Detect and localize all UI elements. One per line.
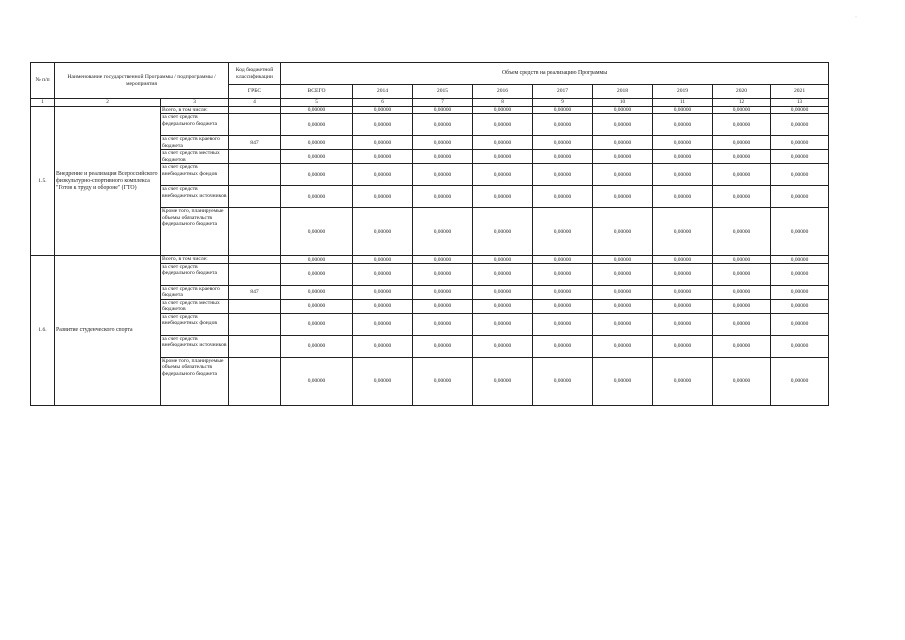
funding-value: 0,00000: [713, 114, 771, 136]
funding-value: 0,00000: [353, 114, 413, 136]
grbs-code: [229, 114, 281, 136]
funding-value: 0,00000: [413, 256, 473, 263]
measure-number: 1.5.: [31, 107, 55, 256]
column-number: 12: [713, 99, 771, 107]
header-year: 2019: [653, 85, 713, 99]
funding-value: 0,00000: [653, 285, 713, 299]
funding-value: 0,00000: [653, 335, 713, 357]
grbs-code: [229, 263, 281, 285]
funding-value: 0,00000: [281, 107, 353, 114]
funding-value: 0,00000: [593, 186, 653, 208]
funding-value: 0,00000: [653, 150, 713, 164]
funding-value: 0,00000: [593, 208, 653, 256]
funding-source: за счет средств внебюджетных фондов: [161, 313, 229, 335]
funding-source: за счет средств внебюджетных фондов: [161, 164, 229, 186]
header-year: 2014: [353, 85, 413, 99]
funding-source: Кроме того, планируемые объемы обязательств федерального бюджета: [161, 208, 229, 256]
grbs-code: [229, 107, 281, 114]
funding-value: 0,00000: [713, 150, 771, 164]
funding-value: 0,00000: [473, 150, 533, 164]
header-year: 2015: [413, 85, 473, 99]
funding-value: 0,00000: [713, 299, 771, 313]
column-number: 2: [55, 99, 161, 107]
funding-value: 0,00000: [413, 357, 473, 405]
funding-value: 0,00000: [413, 335, 473, 357]
funding-value: 0,00000: [593, 299, 653, 313]
funding-value: 0,00000: [281, 136, 353, 150]
funding-value: 0,00000: [593, 256, 653, 263]
column-number: 6: [353, 99, 413, 107]
funding-source: за счет средств местных бюджетов: [161, 299, 229, 313]
funding-value: 0,00000: [593, 107, 653, 114]
funding-value: 0,00000: [713, 136, 771, 150]
funding-value: 0,00000: [413, 285, 473, 299]
measure-name: Внедрение и реализация Всероссийского физкультурно-спортивного комплекса "Готов к труду и обороне" (ГТО): [55, 107, 161, 256]
program-funding-table: [30, 62, 829, 406]
grbs-code: [229, 208, 281, 256]
column-number: 7: [413, 99, 473, 107]
grbs-code: [229, 357, 281, 405]
funding-value: 0,00000: [771, 263, 829, 285]
funding-value: 0,00000: [771, 186, 829, 208]
funding-value: 0,00000: [533, 285, 593, 299]
funding-value: 0,00000: [281, 285, 353, 299]
funding-value: 0,00000: [533, 136, 593, 150]
funding-value: 0,00000: [713, 357, 771, 405]
header-num: № п/п: [31, 63, 55, 99]
header-name: Наименование государственной Программы / подпрограммы / мероприятия: [55, 63, 229, 99]
funding-value: 0,00000: [653, 114, 713, 136]
funding-value: 0,00000: [771, 335, 829, 357]
funding-value: 0,00000: [653, 299, 713, 313]
funding-value: 0,00000: [593, 114, 653, 136]
grbs-code: [229, 150, 281, 164]
funding-value: 0,00000: [413, 263, 473, 285]
funding-value: 0,00000: [653, 186, 713, 208]
column-number: 13: [771, 99, 829, 107]
funding-value: 0,00000: [473, 186, 533, 208]
grbs-code: [229, 164, 281, 186]
funding-value: 0,00000: [473, 136, 533, 150]
funding-value: 0,00000: [353, 335, 413, 357]
funding-value: 0,00000: [593, 335, 653, 357]
funding-value: 0,00000: [653, 208, 713, 256]
funding-value: 0,00000: [653, 136, 713, 150]
funding-value: 0,00000: [281, 299, 353, 313]
measure-number: 1.6.: [31, 256, 55, 405]
funding-value: 0,00000: [413, 150, 473, 164]
funding-value: 0,00000: [473, 313, 533, 335]
header-year: 2017: [533, 85, 593, 99]
funding-value: 0,00000: [281, 357, 353, 405]
funding-source: за счет средств краевого бюджета: [161, 136, 229, 150]
funding-value: 0,00000: [281, 164, 353, 186]
funding-value: 0,00000: [281, 313, 353, 335]
funding-value: 0,00000: [413, 114, 473, 136]
column-number: 3: [161, 99, 229, 107]
grbs-code: [229, 299, 281, 313]
funding-value: 0,00000: [473, 285, 533, 299]
funding-value: 0,00000: [713, 186, 771, 208]
funding-source: за счет средств внебюджетных источников: [161, 335, 229, 357]
funding-value: 0,00000: [771, 313, 829, 335]
header-total: ВСЕГО: [281, 85, 353, 99]
funding-value: 0,00000: [281, 335, 353, 357]
funding-value: 0,00000: [713, 256, 771, 263]
funding-value: 0,00000: [713, 208, 771, 256]
funding-value: 0,00000: [713, 313, 771, 335]
column-number: 11: [653, 99, 713, 107]
funding-source: Кроме того, планируемые объемы обязательств федерального бюджета: [161, 357, 229, 405]
funding-value: 0,00000: [713, 164, 771, 186]
funding-value: 0,00000: [533, 107, 593, 114]
funding-value: 0,00000: [413, 164, 473, 186]
funding-value: 0,00000: [771, 299, 829, 313]
funding-value: 0,00000: [593, 263, 653, 285]
funding-value: 0,00000: [771, 164, 829, 186]
funding-value: 0,00000: [281, 256, 353, 263]
funding-value: 0,00000: [653, 107, 713, 114]
funding-value: 0,00000: [771, 208, 829, 256]
funding-value: 0,00000: [533, 263, 593, 285]
funding-source: за счет средств федерального бюджета: [161, 114, 229, 136]
funding-value: 0,00000: [281, 186, 353, 208]
funding-value: 0,00000: [533, 114, 593, 136]
column-number: 8: [473, 99, 533, 107]
grbs-code: [229, 335, 281, 357]
funding-value: 0,00000: [413, 208, 473, 256]
funding-value: 0,00000: [713, 107, 771, 114]
funding-value: 0,00000: [713, 285, 771, 299]
funding-value: 0,00000: [353, 186, 413, 208]
funding-value: 0,00000: [413, 107, 473, 114]
funding-value: 0,00000: [473, 263, 533, 285]
funding-value: 0,00000: [533, 150, 593, 164]
funding-source: Всего, в том числе:: [161, 107, 229, 114]
funding-value: 0,00000: [653, 313, 713, 335]
funding-value: 0,00000: [281, 114, 353, 136]
funding-row: [31, 256, 829, 263]
funding-value: 0,00000: [473, 357, 533, 405]
funding-source: за счет средств федерального бюджета: [161, 263, 229, 285]
funding-value: 0,00000: [593, 136, 653, 150]
funding-value: 0,00000: [593, 150, 653, 164]
grbs-code: 847: [229, 136, 281, 150]
funding-value: 0,00000: [533, 256, 593, 263]
funding-value: 0,00000: [533, 164, 593, 186]
funding-source: за счет средств краевого бюджета: [161, 285, 229, 299]
funding-source: за счет средств внебюджетных источников: [161, 186, 229, 208]
funding-value: 0,00000: [353, 150, 413, 164]
column-number: 4: [229, 99, 281, 107]
funding-value: 0,00000: [771, 150, 829, 164]
funding-value: 0,00000: [653, 357, 713, 405]
funding-value: 0,00000: [353, 357, 413, 405]
funding-value: 0,00000: [353, 313, 413, 335]
funding-value: 0,00000: [533, 208, 593, 256]
grbs-code: [229, 256, 281, 263]
funding-value: 0,00000: [473, 114, 533, 136]
funding-value: 0,00000: [281, 263, 353, 285]
column-number-row: [31, 99, 829, 107]
funding-value: 0,00000: [533, 357, 593, 405]
funding-value: 0,00000: [771, 256, 829, 263]
corner-mark: ˌ: [855, 12, 857, 18]
funding-value: 0,00000: [353, 256, 413, 263]
funding-value: 0,00000: [653, 164, 713, 186]
grbs-code: [229, 313, 281, 335]
funding-value: 0,00000: [771, 136, 829, 150]
funding-value: 0,00000: [413, 136, 473, 150]
funding-value: 0,00000: [473, 256, 533, 263]
funding-value: 0,00000: [593, 285, 653, 299]
column-number: 10: [593, 99, 653, 107]
funding-value: 0,00000: [653, 256, 713, 263]
funding-value: 0,00000: [771, 114, 829, 136]
header-year: 2020: [713, 85, 771, 99]
funding-source: за счет средств местных бюджетов: [161, 150, 229, 164]
funding-value: 0,00000: [353, 208, 413, 256]
column-number: 5: [281, 99, 353, 107]
funding-value: 0,00000: [353, 285, 413, 299]
funding-value: 0,00000: [353, 136, 413, 150]
funding-value: 0,00000: [473, 208, 533, 256]
funding-value: 0,00000: [771, 285, 829, 299]
funding-value: 0,00000: [533, 186, 593, 208]
funding-value: 0,00000: [771, 357, 829, 405]
funding-source: Всего, в том числе:: [161, 256, 229, 263]
funding-value: 0,00000: [281, 208, 353, 256]
funding-value: 0,00000: [473, 107, 533, 114]
funding-value: 0,00000: [713, 263, 771, 285]
funding-value: 0,00000: [413, 313, 473, 335]
funding-value: 0,00000: [593, 357, 653, 405]
funding-value: 0,00000: [353, 299, 413, 313]
funding-value: 0,00000: [353, 164, 413, 186]
funding-row: [31, 107, 829, 114]
funding-value: 0,00000: [771, 107, 829, 114]
header-kbk: Код бюджетной классификации: [229, 63, 281, 85]
funding-value: 0,00000: [281, 150, 353, 164]
column-number: 1: [31, 99, 55, 107]
funding-value: 0,00000: [653, 263, 713, 285]
header-year: 2016: [473, 85, 533, 99]
header-grbs: ГРБС: [229, 85, 281, 99]
funding-value: 0,00000: [413, 186, 473, 208]
funding-value: 0,00000: [533, 335, 593, 357]
funding-value: 0,00000: [533, 299, 593, 313]
funding-value: 0,00000: [473, 164, 533, 186]
header-funding: Объем средств на реализацию Программы: [281, 63, 829, 85]
funding-value: 0,00000: [353, 107, 413, 114]
funding-value: 0,00000: [473, 299, 533, 313]
funding-value: 0,00000: [713, 335, 771, 357]
funding-value: 0,00000: [413, 299, 473, 313]
funding-value: 0,00000: [353, 263, 413, 285]
funding-value: 0,00000: [593, 164, 653, 186]
header-year: 2018: [593, 85, 653, 99]
header-year: 2021: [771, 85, 829, 99]
grbs-code: [229, 186, 281, 208]
column-number: 9: [533, 99, 593, 107]
funding-value: 0,00000: [593, 313, 653, 335]
funding-value: 0,00000: [533, 313, 593, 335]
grbs-code: 847: [229, 285, 281, 299]
measure-name: Развитие студенческого спорта: [55, 256, 161, 405]
funding-value: 0,00000: [473, 335, 533, 357]
